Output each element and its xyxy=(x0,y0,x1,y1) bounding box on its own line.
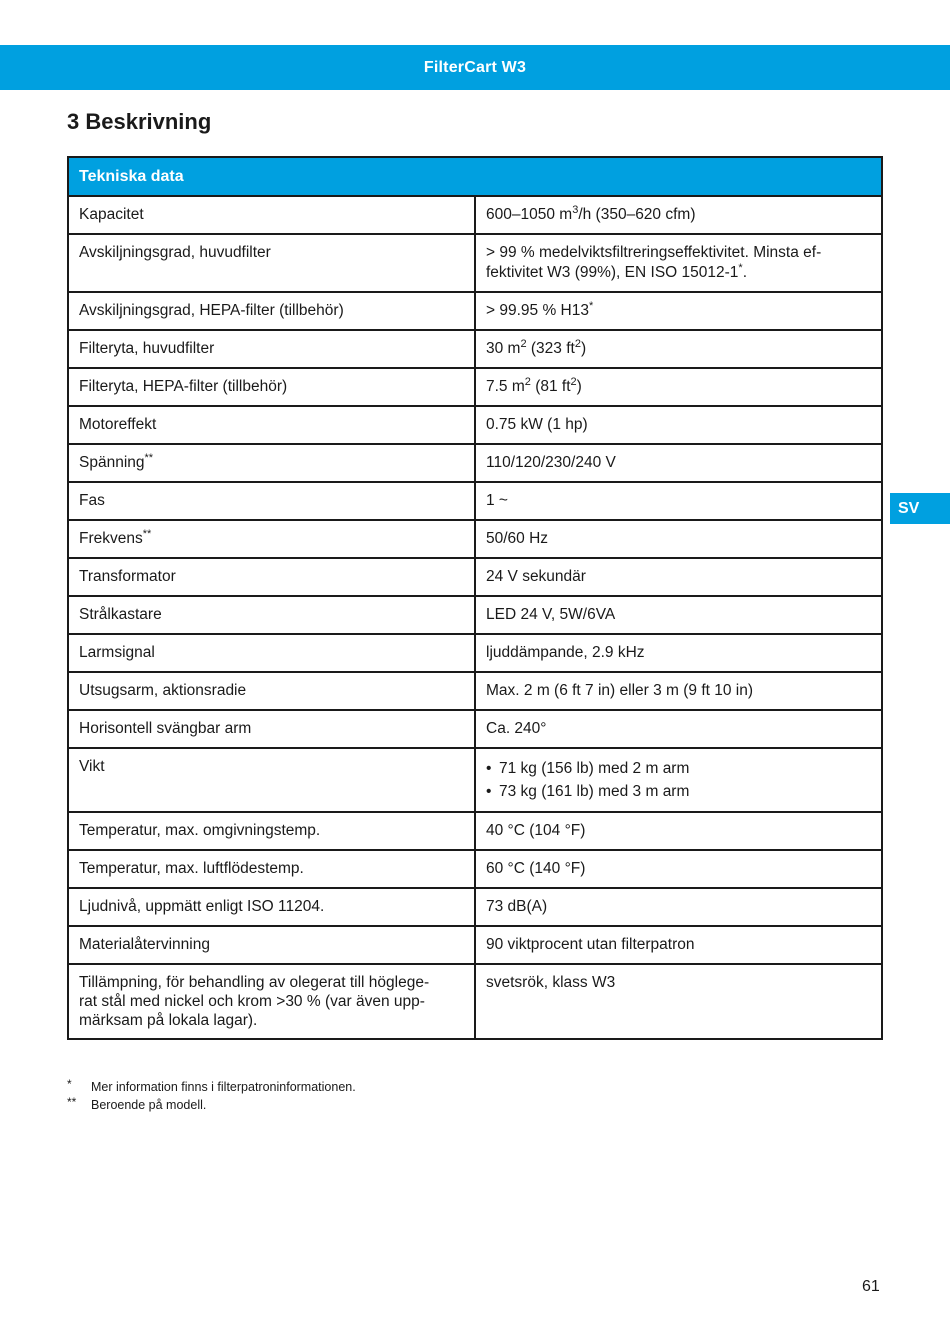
row-value: 40 °C (104 °F) xyxy=(475,812,882,850)
list-item: • 71 kg (156 lb) med 2 m arm xyxy=(486,757,871,780)
row-label: Avskiljningsgrad, huvudfilter xyxy=(68,234,475,292)
list-item: • 73 kg (161 lb) med 3 m arm xyxy=(486,780,871,803)
language-tab: SV xyxy=(890,493,950,524)
row-label: Strålkastare xyxy=(68,596,475,634)
row-value: ljuddämpande, 2.9 kHz xyxy=(475,634,882,672)
row-label: Kapacitet xyxy=(68,196,475,234)
row-label: Filteryta, HEPA-filter (tillbehör) xyxy=(68,368,475,406)
table-heading: Tekniska data xyxy=(68,157,882,196)
row-value: Max. 2 m (6 ft 7 in) eller 3 m (9 ft 10 in) xyxy=(475,672,882,710)
page-number: 61 xyxy=(862,1278,880,1295)
table-row xyxy=(68,292,882,330)
table-row xyxy=(68,520,882,558)
footnotes xyxy=(67,1078,356,1114)
table-row xyxy=(68,812,882,850)
row-value: LED 24 V, 5W/6VA xyxy=(475,596,882,634)
row-label: Fas xyxy=(68,482,475,520)
row-label: Ljudnivå, uppmätt enligt ISO 11204. xyxy=(68,888,475,926)
document-title: FilterCart W3 xyxy=(423,58,527,76)
footnote-text: Beroende på modell. xyxy=(91,1098,207,1112)
row-value: 30 $m^2$ (323 $ft^2$) xyxy=(475,330,882,368)
table-row xyxy=(68,368,882,406)
footnote-text: Mer information finns i filterpatroninformationen. xyxy=(91,1080,356,1094)
row-value: 73 dB(A) xyxy=(475,888,882,926)
table-row xyxy=(68,196,882,234)
row-label: Spänning** xyxy=(68,444,475,482)
technical-data-table xyxy=(67,156,883,1040)
section-title: 3 Beskrivning xyxy=(67,109,212,134)
row-value: 60 °C (140 °F) xyxy=(475,850,882,888)
header-band xyxy=(0,45,950,90)
table-row xyxy=(68,748,882,812)
footnote xyxy=(67,1096,356,1114)
table-row xyxy=(68,710,882,748)
row-label: Temperatur, max. luftflödestemp. xyxy=(68,850,475,888)
weight-list xyxy=(486,757,871,803)
row-label: Transformator xyxy=(68,558,475,596)
table-row xyxy=(68,964,882,1039)
row-value: > 99.95 % H13* xyxy=(475,292,882,330)
table-row xyxy=(68,596,882,634)
row-value: 110/120/230/240 V xyxy=(475,444,882,482)
table-row xyxy=(68,330,882,368)
row-value: 600–1050 $m^3/h$ (350–620 cfm) xyxy=(475,196,882,234)
table-row xyxy=(68,926,882,964)
footnote xyxy=(67,1078,356,1096)
row-label: Materialåtervinning xyxy=(68,926,475,964)
table-row xyxy=(68,558,882,596)
table-row xyxy=(68,888,882,926)
footnote-mark: * xyxy=(67,1077,72,1091)
row-value: svetsrök, klass W3 xyxy=(475,964,882,1039)
row-label: Vikt xyxy=(68,748,475,812)
row-label: Larmsignal xyxy=(68,634,475,672)
row-label: Motoreffekt xyxy=(68,406,475,444)
table-row xyxy=(68,850,882,888)
table-row xyxy=(68,482,882,520)
row-value xyxy=(475,748,882,812)
row-value: > 99 % medelviktsfiltreringseffektivitet. Minsta ef- fektivitet W3 (99%), EN ISO 15012-1*. xyxy=(475,234,882,292)
row-value: 1 ~ xyxy=(475,482,882,520)
row-label: Temperatur, max. omgivningstemp. xyxy=(68,812,475,850)
row-label: Filteryta, huvudfilter xyxy=(68,330,475,368)
table-row xyxy=(68,406,882,444)
row-value: 0.75 kW (1 hp) xyxy=(475,406,882,444)
row-label: Frekvens** xyxy=(68,520,475,558)
footnote-mark: ** xyxy=(67,1095,77,1109)
table-row xyxy=(68,672,882,710)
table-row xyxy=(68,634,882,672)
row-label: Tillämpning, för behandling av olegerat till höglege- rat stål med nickel och krom >30 % (var även upp- märksam på lokala lagar). xyxy=(68,964,475,1039)
row-label: Avskiljningsgrad, HEPA-filter (tillbehör) xyxy=(68,292,475,330)
row-label: Utsugsarm, aktionsradie xyxy=(68,672,475,710)
row-value: 7.5 $m^2$ (81 $ft^2$) xyxy=(475,368,882,406)
table-row xyxy=(68,234,882,292)
table-row xyxy=(68,444,882,482)
row-value: 50/60 Hz xyxy=(475,520,882,558)
row-value: Ca. 240° xyxy=(475,710,882,748)
row-label: Horisontell svängbar arm xyxy=(68,710,475,748)
row-value: 24 V sekundär xyxy=(475,558,882,596)
row-value: 90 viktprocent utan filterpatron xyxy=(475,926,882,964)
